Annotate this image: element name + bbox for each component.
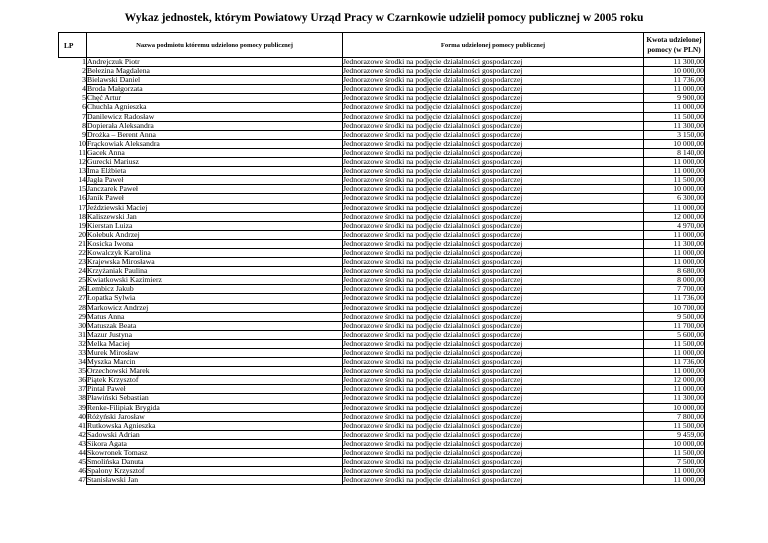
aid-form: Jednorazowe środki na podjęcie działalności gospodarczej bbox=[343, 139, 644, 148]
row-number: 24 bbox=[59, 267, 87, 276]
aid-amount: 12 000,00 bbox=[644, 376, 705, 385]
aid-amount: 11 300,00 bbox=[644, 394, 705, 403]
table-row bbox=[59, 430, 705, 439]
aid-form: Jednorazowe środki na podjęcie działalności gospodarczej bbox=[343, 412, 644, 421]
recipient-name: Jagła Paweł bbox=[87, 176, 343, 185]
recipient-name: Sadowski Adrian bbox=[87, 430, 343, 439]
table-row bbox=[59, 185, 705, 194]
row-number: 34 bbox=[59, 358, 87, 367]
aid-form: Jednorazowe środki na podjęcie działalności gospodarczej bbox=[343, 385, 644, 394]
recipient-name: Kierstan Luiza bbox=[87, 221, 343, 230]
aid-form: Jednorazowe środki na podjęcie działalności gospodarczej bbox=[343, 376, 644, 385]
recipient-name: Łopatka Sylwia bbox=[87, 294, 343, 303]
aid-form: Jednorazowe środki na podjęcie działalności gospodarczej bbox=[343, 121, 644, 130]
row-number: 41 bbox=[59, 421, 87, 430]
table-row bbox=[59, 212, 705, 221]
aid-amount: 11 000,00 bbox=[644, 85, 705, 94]
recipient-name: Skowronek Tomasz bbox=[87, 449, 343, 458]
recipient-name: Drożka – Berent Anna bbox=[87, 130, 343, 139]
recipient-name: Spałony Krzysztof bbox=[87, 467, 343, 476]
row-number: 40 bbox=[59, 412, 87, 421]
row-number: 7 bbox=[59, 112, 87, 121]
aid-form: Jednorazowe środki na podjęcie działalności gospodarczej bbox=[343, 276, 644, 285]
aid-form: Jednorazowe środki na podjęcie działalności gospodarczej bbox=[343, 430, 644, 439]
recipient-name: Broda Małgorzata bbox=[87, 85, 343, 94]
recipient-name: Janik Paweł bbox=[87, 194, 343, 203]
aid-amount: 3 150,00 bbox=[644, 130, 705, 139]
table-row bbox=[59, 403, 705, 412]
aid-form: Jednorazowe środki na podjęcie działalności gospodarczej bbox=[343, 194, 644, 203]
aid-amount: 11 500,00 bbox=[644, 339, 705, 348]
recipient-name: Bełezina Magdalena bbox=[87, 67, 343, 76]
aid-form: Jednorazowe środki na podjęcie działalności gospodarczej bbox=[343, 158, 644, 167]
recipient-name: Renke-Filipiak Brygida bbox=[87, 403, 343, 412]
aid-form: Jednorazowe środki na podjęcie działalności gospodarczej bbox=[343, 367, 644, 376]
row-number: 35 bbox=[59, 367, 87, 376]
aid-form: Jednorazowe środki na podjęcie działalności gospodarczej bbox=[343, 67, 644, 76]
aid-amount: 10 000,00 bbox=[644, 403, 705, 412]
row-number: 14 bbox=[59, 176, 87, 185]
table-row bbox=[59, 112, 705, 121]
row-number: 25 bbox=[59, 276, 87, 285]
row-number: 15 bbox=[59, 185, 87, 194]
aid-form: Jednorazowe środki na podjęcie działalności gospodarczej bbox=[343, 312, 644, 321]
table-row bbox=[59, 194, 705, 203]
row-number: 47 bbox=[59, 476, 87, 485]
row-number: 18 bbox=[59, 212, 87, 221]
aid-amount: 11 000,00 bbox=[644, 248, 705, 257]
aid-amount: 11 500,00 bbox=[644, 112, 705, 121]
aid-form: Jednorazowe środki na podjęcie działalności gospodarczej bbox=[343, 230, 644, 239]
recipient-name: Kosicka Iwona bbox=[87, 239, 343, 248]
aid-form: Jednorazowe środki na podjęcie działalności gospodarczej bbox=[343, 212, 644, 221]
table-row bbox=[59, 258, 705, 267]
table-row bbox=[59, 58, 705, 67]
aid-amount: 10 700,00 bbox=[644, 303, 705, 312]
row-number: 19 bbox=[59, 221, 87, 230]
recipient-name: Różyński Jarosław bbox=[87, 412, 343, 421]
aid-amount: 11 000,00 bbox=[644, 103, 705, 112]
row-number: 36 bbox=[59, 376, 87, 385]
aid-amount: 10 000,00 bbox=[644, 139, 705, 148]
row-number: 45 bbox=[59, 458, 87, 467]
table-row bbox=[59, 294, 705, 303]
row-number: 46 bbox=[59, 467, 87, 476]
row-number: 21 bbox=[59, 239, 87, 248]
row-number: 27 bbox=[59, 294, 87, 303]
aid-amount: 11 000,00 bbox=[644, 158, 705, 167]
aid-amount: 11 500,00 bbox=[644, 421, 705, 430]
aid-amount: 4 970,00 bbox=[644, 221, 705, 230]
table-row bbox=[59, 221, 705, 230]
row-number: 31 bbox=[59, 330, 87, 339]
aid-form: Jednorazowe środki na podjęcie działalności gospodarczej bbox=[343, 267, 644, 276]
table-row bbox=[59, 121, 705, 130]
recipient-name: Kołebuk Andrzej bbox=[87, 230, 343, 239]
table-row bbox=[59, 203, 705, 212]
table-row bbox=[59, 103, 705, 112]
row-number: 20 bbox=[59, 230, 87, 239]
table-row bbox=[59, 239, 705, 248]
aid-form: Jednorazowe środki na podjęcie działalności gospodarczej bbox=[343, 221, 644, 230]
aid-form: Jednorazowe środki na podjęcie działalności gospodarczej bbox=[343, 148, 644, 157]
table-row bbox=[59, 367, 705, 376]
recipient-name: Chęć Artur bbox=[87, 94, 343, 103]
table-row bbox=[59, 285, 705, 294]
aid-amount: 11 000,00 bbox=[644, 467, 705, 476]
recipient-name: Jeździewski Maciej bbox=[87, 203, 343, 212]
row-number: 28 bbox=[59, 303, 87, 312]
row-number: 43 bbox=[59, 439, 87, 448]
aid-form: Jednorazowe środki na podjęcie działalności gospodarczej bbox=[343, 458, 644, 467]
recipient-name: Melka Maciej bbox=[87, 339, 343, 348]
aid-form: Jednorazowe środki na podjęcie działalności gospodarczej bbox=[343, 248, 644, 257]
row-number: 30 bbox=[59, 321, 87, 330]
header-lp: LP bbox=[59, 33, 87, 58]
recipient-name: Pławiński Sebastian bbox=[87, 394, 343, 403]
aid-amount: 11 300,00 bbox=[644, 58, 705, 67]
recipient-name: Rutkowska Agnieszka bbox=[87, 421, 343, 430]
aid-amount: 11 000,00 bbox=[644, 385, 705, 394]
aid-form: Jednorazowe środki na podjęcie działalności gospodarczej bbox=[343, 476, 644, 485]
header-amount: Kwota udzielonej pomocy (w PLN) bbox=[644, 33, 705, 58]
aid-amount: 11 000,00 bbox=[644, 203, 705, 212]
table-row bbox=[59, 148, 705, 157]
row-number: 42 bbox=[59, 430, 87, 439]
recipient-name: Dopierała Aleksandra bbox=[87, 121, 343, 130]
aid-amount: 11 300,00 bbox=[644, 239, 705, 248]
aid-form: Jednorazowe środki na podjęcie działalności gospodarczej bbox=[343, 58, 644, 67]
row-number: 38 bbox=[59, 394, 87, 403]
aid-form: Jednorazowe środki na podjęcie działalności gospodarczej bbox=[343, 467, 644, 476]
row-number: 12 bbox=[59, 158, 87, 167]
header-name: Nazwa podmiotu któremu udzielono pomocy publicznej bbox=[87, 33, 343, 58]
aid-amount: 8 140,00 bbox=[644, 148, 705, 157]
aid-form: Jednorazowe środki na podjęcie działalności gospodarczej bbox=[343, 321, 644, 330]
recipient-name: Ima Elżbieta bbox=[87, 167, 343, 176]
aid-amount: 10 000,00 bbox=[644, 439, 705, 448]
table-header-row bbox=[59, 33, 705, 58]
recipient-name: Matus Anna bbox=[87, 312, 343, 321]
recipient-name: Mazur Justyna bbox=[87, 330, 343, 339]
aid-amount: 5 600,00 bbox=[644, 330, 705, 339]
aid-amount: 11 000,00 bbox=[644, 167, 705, 176]
aid-amount: 11 500,00 bbox=[644, 176, 705, 185]
table-row bbox=[59, 276, 705, 285]
header-form: Forma udzielonej pomocy publicznej bbox=[343, 33, 644, 58]
row-number: 16 bbox=[59, 194, 87, 203]
aid-amount: 11 700,00 bbox=[644, 321, 705, 330]
row-number: 33 bbox=[59, 349, 87, 358]
recipient-name: Andrejczuk Piotr bbox=[87, 58, 343, 67]
aid-amount: 11 736,00 bbox=[644, 294, 705, 303]
aid-form: Jednorazowe środki na podjęcie działalności gospodarczej bbox=[343, 449, 644, 458]
recipient-name: Chuchla Agnieszka bbox=[87, 103, 343, 112]
row-number: 6 bbox=[59, 103, 87, 112]
table-row bbox=[59, 421, 705, 430]
table-row bbox=[59, 139, 705, 148]
table-row bbox=[59, 85, 705, 94]
table-row bbox=[59, 349, 705, 358]
table-row bbox=[59, 158, 705, 167]
aid-amount: 11 736,00 bbox=[644, 76, 705, 85]
aid-amount: 8 680,00 bbox=[644, 267, 705, 276]
recipient-name: Stanisławski Jan bbox=[87, 476, 343, 485]
aid-amount: 11 000,00 bbox=[644, 476, 705, 485]
aid-amount: 8 000,00 bbox=[644, 276, 705, 285]
table-row bbox=[59, 303, 705, 312]
table-row bbox=[59, 130, 705, 139]
recipient-name: Pintal Paweł bbox=[87, 385, 343, 394]
row-number: 9 bbox=[59, 130, 87, 139]
aid-form: Jednorazowe środki na podjęcie działalności gospodarczej bbox=[343, 330, 644, 339]
aid-table bbox=[58, 32, 705, 485]
aid-form: Jednorazowe środki na podjęcie działalności gospodarczej bbox=[343, 349, 644, 358]
row-number: 44 bbox=[59, 449, 87, 458]
row-number: 2 bbox=[59, 67, 87, 76]
aid-amount: 7 500,00 bbox=[644, 458, 705, 467]
row-number: 13 bbox=[59, 167, 87, 176]
aid-form: Jednorazowe środki na podjęcie działalności gospodarczej bbox=[343, 285, 644, 294]
row-number: 3 bbox=[59, 76, 87, 85]
recipient-name: Krajewska Mirosława bbox=[87, 258, 343, 267]
table-row bbox=[59, 321, 705, 330]
aid-form: Jednorazowe środki na podjęcie działalności gospodarczej bbox=[343, 203, 644, 212]
table-row bbox=[59, 67, 705, 76]
row-number: 26 bbox=[59, 285, 87, 294]
aid-form: Jednorazowe środki na podjęcie działalności gospodarczej bbox=[343, 303, 644, 312]
aid-amount: 11 000,00 bbox=[644, 349, 705, 358]
aid-amount: 10 000,00 bbox=[644, 185, 705, 194]
table-row bbox=[59, 358, 705, 367]
aid-amount: 10 000,00 bbox=[644, 67, 705, 76]
aid-form: Jednorazowe środki na podjęcie działalności gospodarczej bbox=[343, 439, 644, 448]
recipient-name: Murek Mirosław bbox=[87, 349, 343, 358]
table-row bbox=[59, 412, 705, 421]
recipient-name: Myszka Marcin bbox=[87, 358, 343, 367]
row-number: 4 bbox=[59, 85, 87, 94]
aid-amount: 9 459,00 bbox=[644, 430, 705, 439]
table-row bbox=[59, 476, 705, 485]
table-row bbox=[59, 312, 705, 321]
aid-form: Jednorazowe środki na podjęcie działalności gospodarczej bbox=[343, 239, 644, 248]
table-row bbox=[59, 230, 705, 239]
row-number: 1 bbox=[59, 58, 87, 67]
aid-form: Jednorazowe środki na podjęcie działalności gospodarczej bbox=[343, 394, 644, 403]
table-row bbox=[59, 376, 705, 385]
recipient-name: Kowalczyk Karolina bbox=[87, 248, 343, 257]
recipient-name: Smolińska Danuta bbox=[87, 458, 343, 467]
aid-amount: 12 000,00 bbox=[644, 212, 705, 221]
page-title: Wykaz jednostek, którym Powiatowy Urząd Pracy w Czarnkowie udzielił pomocy publicznej w 2005 roku bbox=[124, 12, 644, 24]
aid-form: Jednorazowe środki na podjęcie działalności gospodarczej bbox=[343, 421, 644, 430]
row-number: 8 bbox=[59, 121, 87, 130]
recipient-name: Kwiatkowski Kazimierz bbox=[87, 276, 343, 285]
table-row bbox=[59, 248, 705, 257]
recipient-name: Gacek Anna bbox=[87, 148, 343, 157]
recipient-name: Sikora Agata bbox=[87, 439, 343, 448]
table-row bbox=[59, 449, 705, 458]
recipient-name: Bielawski Daniel bbox=[87, 76, 343, 85]
aid-amount: 11 500,00 bbox=[644, 449, 705, 458]
row-number: 22 bbox=[59, 248, 87, 257]
aid-amount: 11 000,00 bbox=[644, 367, 705, 376]
row-number: 39 bbox=[59, 403, 87, 412]
recipient-name: Danilewicz Radosław bbox=[87, 112, 343, 121]
recipient-name: Frąckowiak Aleksandra bbox=[87, 139, 343, 148]
aid-amount: 7 800,00 bbox=[644, 412, 705, 421]
table-row bbox=[59, 458, 705, 467]
aid-amount: 6 300,00 bbox=[644, 194, 705, 203]
table-row bbox=[59, 176, 705, 185]
aid-form: Jednorazowe środki na podjęcie działalności gospodarczej bbox=[343, 294, 644, 303]
aid-form: Jednorazowe środki na podjęcie działalności gospodarczej bbox=[343, 185, 644, 194]
aid-amount: 11 736,00 bbox=[644, 358, 705, 367]
table-body bbox=[59, 58, 705, 485]
recipient-name: Matuszak Beata bbox=[87, 321, 343, 330]
table-row bbox=[59, 467, 705, 476]
aid-form: Jednorazowe środki na podjęcie działalności gospodarczej bbox=[343, 358, 644, 367]
aid-form: Jednorazowe środki na podjęcie działalności gospodarczej bbox=[343, 85, 644, 94]
row-number: 29 bbox=[59, 312, 87, 321]
table-row bbox=[59, 94, 705, 103]
aid-amount: 11 000,00 bbox=[644, 258, 705, 267]
row-number: 11 bbox=[59, 148, 87, 157]
row-number: 17 bbox=[59, 203, 87, 212]
aid-amount: 11 300,00 bbox=[644, 121, 705, 130]
table-row bbox=[59, 385, 705, 394]
aid-amount: 7 700,00 bbox=[644, 285, 705, 294]
table-row bbox=[59, 439, 705, 448]
recipient-name: Kaliszewski Jan bbox=[87, 212, 343, 221]
aid-form: Jednorazowe środki na podjęcie działalności gospodarczej bbox=[343, 112, 644, 121]
aid-form: Jednorazowe środki na podjęcie działalności gospodarczej bbox=[343, 167, 644, 176]
table-row bbox=[59, 167, 705, 176]
recipient-name: Krzyżaniak Paulina bbox=[87, 267, 343, 276]
table-row bbox=[59, 339, 705, 348]
aid-form: Jednorazowe środki na podjęcie działalności gospodarczej bbox=[343, 403, 644, 412]
recipient-name: Markowicz Andrzej bbox=[87, 303, 343, 312]
aid-form: Jednorazowe środki na podjęcie działalności gospodarczej bbox=[343, 176, 644, 185]
row-number: 10 bbox=[59, 139, 87, 148]
row-number: 37 bbox=[59, 385, 87, 394]
row-number: 5 bbox=[59, 94, 87, 103]
aid-form: Jednorazowe środki na podjęcie działalności gospodarczej bbox=[343, 94, 644, 103]
table-row bbox=[59, 330, 705, 339]
table-row bbox=[59, 267, 705, 276]
aid-amount: 9 500,00 bbox=[644, 312, 705, 321]
aid-amount: 9 900,00 bbox=[644, 94, 705, 103]
aid-form: Jednorazowe środki na podjęcie działalności gospodarczej bbox=[343, 103, 644, 112]
table-row bbox=[59, 394, 705, 403]
aid-form: Jednorazowe środki na podjęcie działalności gospodarczej bbox=[343, 130, 644, 139]
recipient-name: Orzechowski Marek bbox=[87, 367, 343, 376]
recipient-name: Piątek Krzysztof bbox=[87, 376, 343, 385]
table-row bbox=[59, 76, 705, 85]
recipient-name: Janczarek Paweł bbox=[87, 185, 343, 194]
row-number: 23 bbox=[59, 258, 87, 267]
aid-form: Jednorazowe środki na podjęcie działalności gospodarczej bbox=[343, 258, 644, 267]
aid-amount: 11 000,00 bbox=[644, 230, 705, 239]
recipient-name: Gurecki Mariusz bbox=[87, 158, 343, 167]
aid-form: Jednorazowe środki na podjęcie działalności gospodarczej bbox=[343, 339, 644, 348]
recipient-name: Lembicz Jakub bbox=[87, 285, 343, 294]
row-number: 32 bbox=[59, 339, 87, 348]
aid-form: Jednorazowe środki na podjęcie działalności gospodarczej bbox=[343, 76, 644, 85]
